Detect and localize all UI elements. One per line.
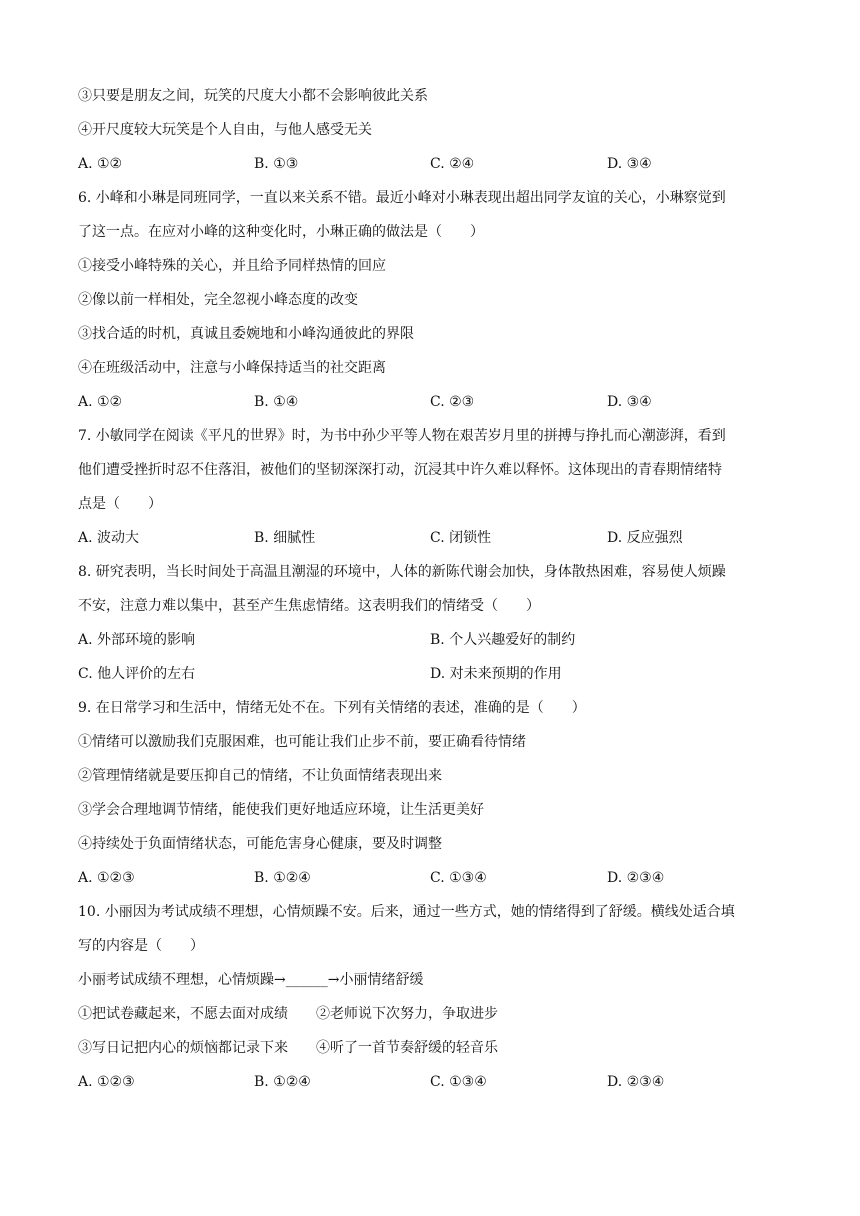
q10-option-d: D. ②③④: [607, 1074, 665, 1090]
q7-options: [78, 528, 798, 548]
q9-statement-3: ③学会合理地调节情绪，能使我们更好地适应环境，让生活更美好: [78, 802, 484, 818]
q5-options: [78, 154, 798, 174]
q9-option-d: D. ②③④: [607, 870, 665, 886]
q10-statements-1-2: ①把试卷藏起来，不愿去面对成绩 ②老师说下次努力，争取进步: [78, 1006, 498, 1022]
q10-options: [78, 1072, 798, 1092]
q8-stem-line-2: 不安，注意力难以集中，甚至产生焦虑情绪。这表明我们的情绪受（ ）: [78, 598, 540, 614]
q9-option-b: B. ①②④: [254, 870, 311, 886]
q9-option-c: C. ①③④: [430, 870, 487, 886]
q9-option-a: A. ①②③: [78, 870, 135, 886]
q5-option-d: D. ③④: [607, 156, 652, 172]
q8-stem-line-1: 8. 研究表明，当长时间处于高温且潮湿的环境中，人体的新陈代谢会加快，身体散热困难，容易使人烦躁: [78, 564, 726, 580]
q6-statement-1: ①接受小峰特殊的关心，并且给予同样热情的回应: [78, 258, 386, 274]
q10-stem-line-1: 10. 小丽因为考试成绩不理想，心情烦躁不安。后来，通过一些方式，她的情绪得到了舒缓。横线处适合填: [78, 904, 735, 920]
q7-stem-line-2: 他们遭受挫折时忍不住落泪，被他们的坚韧深深打动，沉浸其中许久难以释怀。这体现出的青春期情绪特: [78, 462, 722, 478]
q7-option-d: D. 反应强烈: [607, 530, 683, 546]
q6-statement-4: ④在班级活动中，注意与小峰保持适当的社交距离: [78, 360, 386, 376]
q5-option-b: B. ①③: [254, 156, 299, 172]
q6-statement-2: ②像以前一样相处，完全忽视小峰态度的改变: [78, 292, 358, 308]
q7-stem-line-3: 点是（ ）: [78, 496, 162, 512]
q5-option-a: A. ①②: [78, 156, 123, 172]
q9-options: [78, 868, 798, 888]
q8-options-row-2: [78, 664, 798, 684]
q6-statement-3: ③找合适的时机，真诚且委婉地和小峰沟通彼此的界限: [78, 326, 414, 342]
q8-option-b: B. 个人兴趣爱好的制约: [430, 632, 576, 648]
q6-option-c: C. ②③: [430, 394, 475, 410]
q9-stem-line-1: 9. 在日常学习和生活中，情绪无处不在。下列有关情绪的表述，准确的是（ ）: [78, 700, 586, 716]
q6-stem-line-1: 6. 小峰和小琳是同班同学，一直以来关系不错。最近小峰对小琳表现出超出同学友谊的关心，小琳察觉到: [78, 190, 726, 206]
q8-option-a: A. 外部环境的影响: [78, 632, 196, 648]
q6-option-d: D. ③④: [607, 394, 652, 410]
q6-stem-line-2: 了这一点。在应对小峰的这种变化时，小琳正确的做法是（ ）: [78, 224, 484, 240]
q7-option-c: C. 闭锁性: [430, 530, 492, 546]
q9-statement-2: ②管理情绪就是要压抑自己的情绪，不让负面情绪表现出来: [78, 768, 442, 784]
q8-options-row-1: [78, 630, 798, 650]
q6-option-b: B. ①④: [254, 394, 299, 410]
q10-stem-line-2: 写的内容是（ ）: [78, 938, 204, 954]
q10-statements-3-4: ③写日记把内心的烦恼都记录下来 ④听了一首节奏舒缓的轻音乐: [78, 1040, 498, 1056]
q7-option-a: A. 波动大: [78, 530, 140, 546]
q5-statement-3: ③只要是朋友之间，玩笑的尺度大小都不会影响彼此关系: [78, 88, 428, 104]
q6-option-a: A. ①②: [78, 394, 123, 410]
q7-option-b: B. 细腻性: [254, 530, 316, 546]
q10-option-b: B. ①②④: [254, 1074, 311, 1090]
q5-statement-4: ④开尺度较大玩笑是个人自由，与他人感受无关: [78, 122, 372, 138]
q7-stem-line-1: 7. 小敏同学在阅读《平凡的世界》时，为书中孙少平等人物在艰苦岁月里的拼搏与挣扎而心潮澎湃，看到: [78, 428, 726, 444]
q10-option-a: A. ①②③: [78, 1074, 135, 1090]
q10-option-c: C. ①③④: [430, 1074, 487, 1090]
q8-option-d: D. 对未来预期的作用: [430, 666, 562, 682]
q8-option-c: C. 他人评价的左右: [78, 666, 196, 682]
q10-flow-line: 小丽考试成绩不理想，心情烦躁→______→小丽情绪舒缓: [78, 972, 424, 988]
q9-statement-4: ④持续处于负面情绪状态，可能危害身心健康，要及时调整: [78, 836, 442, 852]
q5-option-c: C. ②④: [430, 156, 475, 172]
q9-statement-1: ①情绪可以激励我们克服困难，也可能让我们止步不前，要正确看待情绪: [78, 734, 526, 750]
q6-options: [78, 392, 798, 412]
